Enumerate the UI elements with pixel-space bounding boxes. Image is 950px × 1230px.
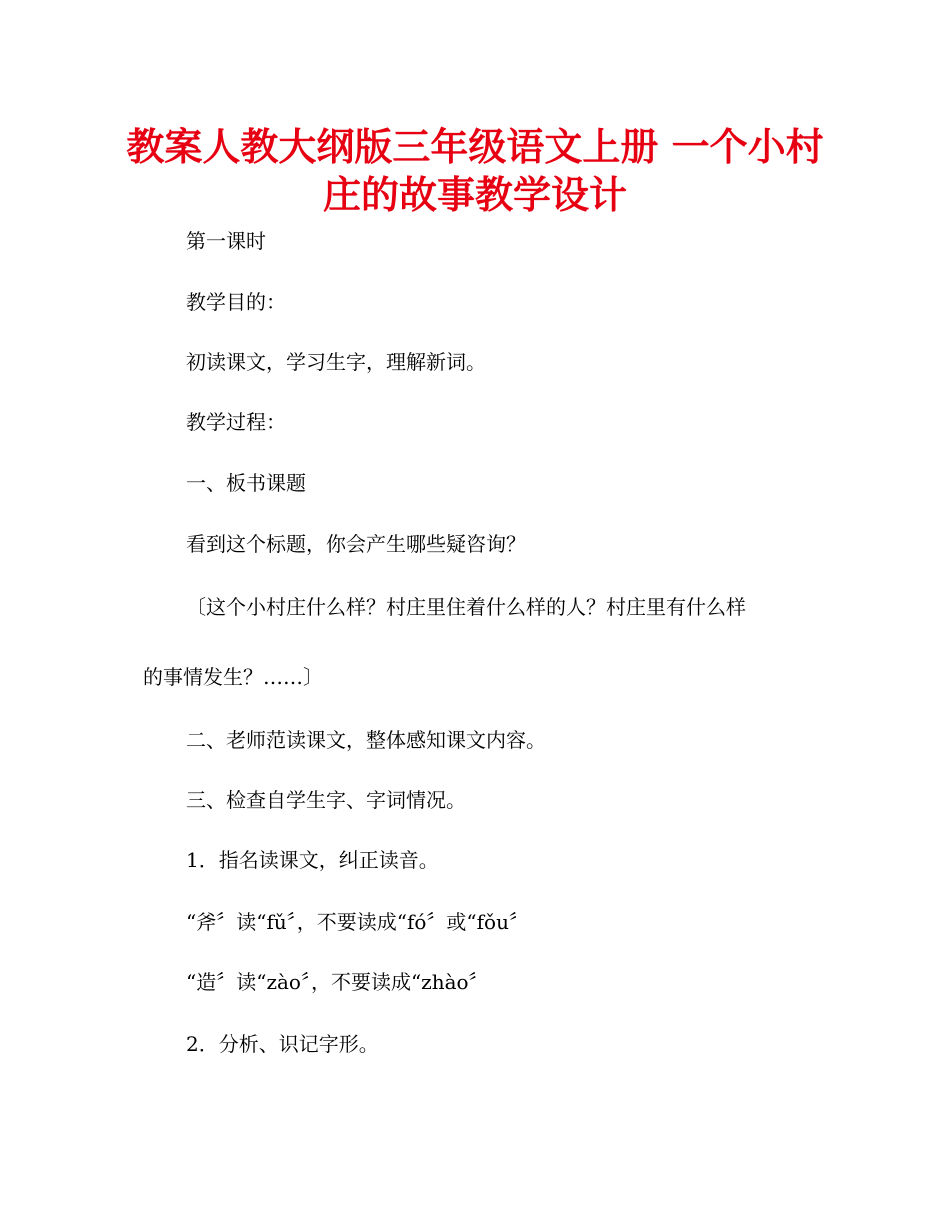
paragraph-question: 看到这个标题，你会产生哪些疑咨询？ xyxy=(186,532,526,556)
paragraph-substep-1: 1．指名读课文，纠正读音。 xyxy=(186,848,439,872)
paragraph-objective-heading: 教学目的： xyxy=(186,290,286,314)
paragraph-lesson-period: 第一课时 xyxy=(186,229,266,253)
paragraph-substep-2: 2．分析、识记字形。 xyxy=(186,1032,379,1056)
paragraph-bracket-line-2: 的事情发生？……〕 xyxy=(143,665,323,689)
paragraph-step-1: 一、板书课题 xyxy=(186,471,306,495)
paragraph-process-heading: 教学过程： xyxy=(186,410,286,434)
paragraph-step-2: 二、老师范读课文，整体感知课文内容。 xyxy=(186,728,546,752)
document-title-line-1: 教案人教大纲版三年级语文上册 一个小村 xyxy=(126,125,824,169)
paragraph-pronunciation-zao: “造〞读“zào〞，不要读成“zhào〞 xyxy=(186,970,489,994)
paragraph-step-3: 三、检查自学生字、字词情况。 xyxy=(186,788,466,812)
document-title-line-2: 庄的故事教学设计 xyxy=(322,173,627,217)
paragraph-objective: 初读课文，学习生字，理解新词。 xyxy=(186,350,486,374)
paragraph-pronunciation-fu: “斧〞读“fǔ〞，不要读成“fó〞或“fǒu〞 xyxy=(186,910,529,934)
paragraph-bracket-line-1: 〔这个小村庄什么样？村庄里住着什么样的人？村庄里有什么样 xyxy=(186,595,746,619)
